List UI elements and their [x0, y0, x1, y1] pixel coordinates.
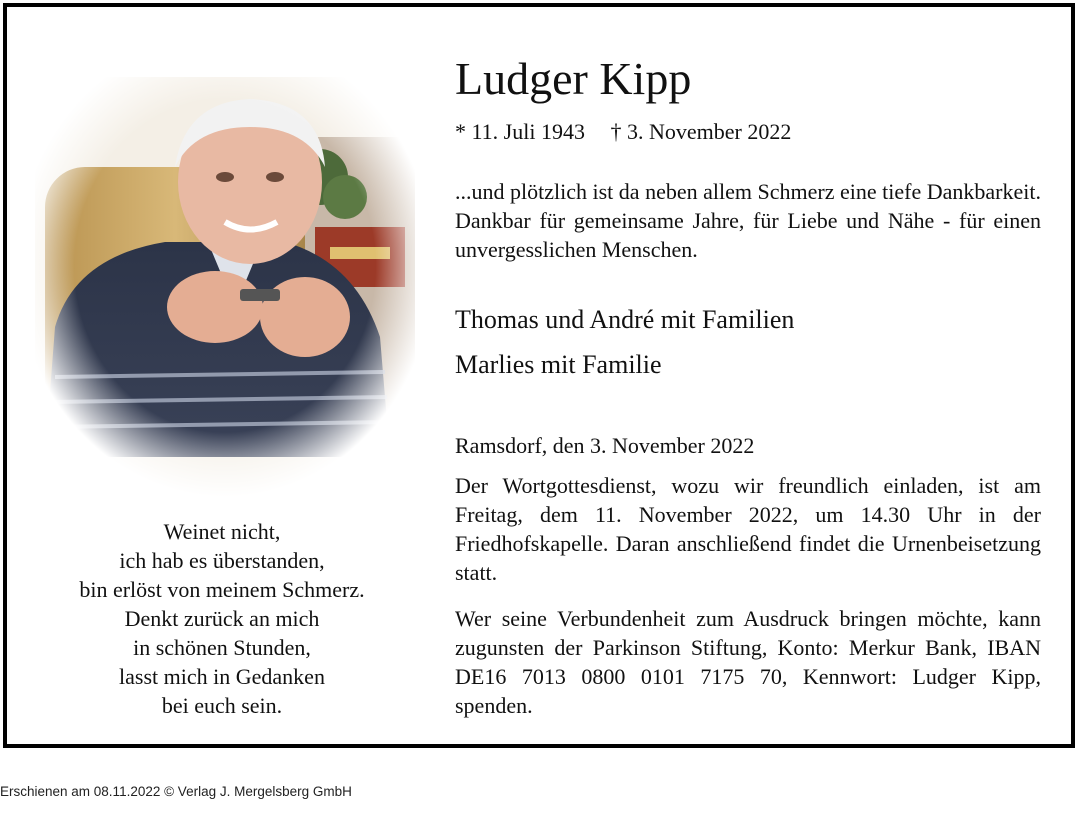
deceased-name: Ludger Kipp: [455, 53, 692, 104]
donation-paragraph: Wer seine Verbundenheit zum Ausdruck bringen möchte, kann zugunsten der Parkinson Stiftung, Konto: Merkur Bank, IBAN DE16 7013 0800 0101 7175 70, Kennwort: Ludger Kipp, spenden.: [455, 606, 1041, 718]
obituary-frame: [3, 3, 1075, 748]
poem-line: bei euch sein.: [161, 693, 283, 718]
intro-paragraph: ...und plötzlich ist da neben allem Schmerz eine tiefe Dankbarkeit. Dankbar für gemeinsame Jahre, für Liebe und Nähe - für einen unvergesslichen Menschen.: [455, 179, 1041, 262]
service-paragraph: Der Wortgottesdienst, wozu wir freundlich einladen, ist am Freitag, dem 11. November 2022, um 14.30 Uhr in der Friedhofskapelle. Daran anschließend findet die Urnenbeisetzung statt.: [455, 473, 1041, 585]
family-line: Marlies mit Familie: [455, 350, 662, 379]
birth-date: * 11. Juli 1943: [455, 119, 585, 144]
life-dates: [455, 117, 811, 147]
poem-line: bin erlöst von meinem Schmerz.: [79, 577, 365, 602]
poem-line: lasst mich in Gedanken: [119, 664, 325, 689]
poem-line: Denkt zurück an mich: [124, 606, 320, 631]
poem-line: ich hab es überstanden,: [119, 548, 325, 573]
poem: [32, 517, 412, 720]
poem-line: Weinet nicht,: [163, 519, 281, 544]
portrait-photo: [35, 77, 415, 497]
place-date: Ramsdorf, den 3. November 2022: [455, 433, 755, 458]
portrait-image: [35, 77, 415, 497]
poem-line: in schönen Stunden,: [133, 635, 311, 660]
death-date: † 3. November 2022: [610, 119, 792, 144]
publication-footer: Erschienen am 08.11.2022 © Verlag J. Mergelsberg GmbH: [0, 784, 352, 799]
family-line: Thomas und André mit Familien: [455, 305, 795, 334]
